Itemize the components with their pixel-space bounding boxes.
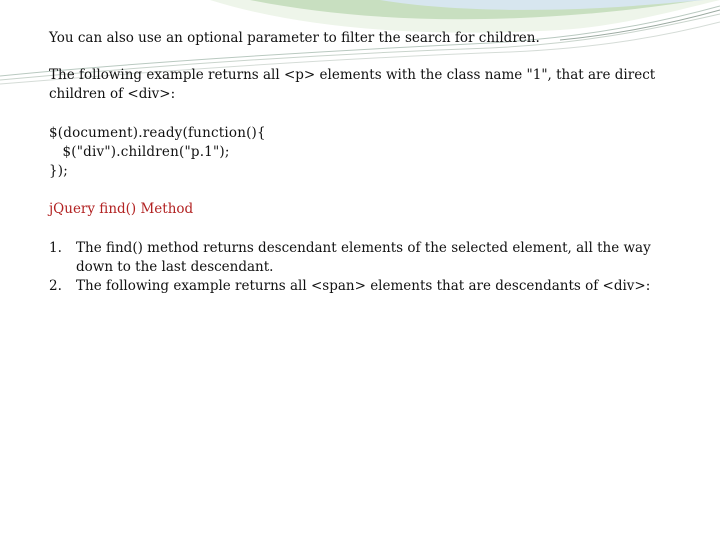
code-line-2: $("div").children("p.1"); [49,144,230,160]
list-item [49,277,679,296]
code-line-3: }); [49,163,69,179]
numbered-list [49,239,679,296]
intro-line-1: You can also use an optional parameter to filter the search for children. [49,30,540,46]
list-item-text: The find() method returns descendant elements of the selected element, all the way down to the last descendant. [76,240,651,275]
list-item-number: 1. [49,240,62,256]
section-heading: jQuery find() Method [49,201,194,217]
intro-line-2: The following example returns all <p> elements with the class name "1", that are direct children of <div>: [49,67,660,102]
list-item-text: The following example returns all <span> elements that are descendants of <div>: [76,278,651,294]
code-line-1: $(document).ready(function(){ [49,125,266,141]
list-item [49,239,679,277]
list-item-number: 2. [49,278,62,294]
